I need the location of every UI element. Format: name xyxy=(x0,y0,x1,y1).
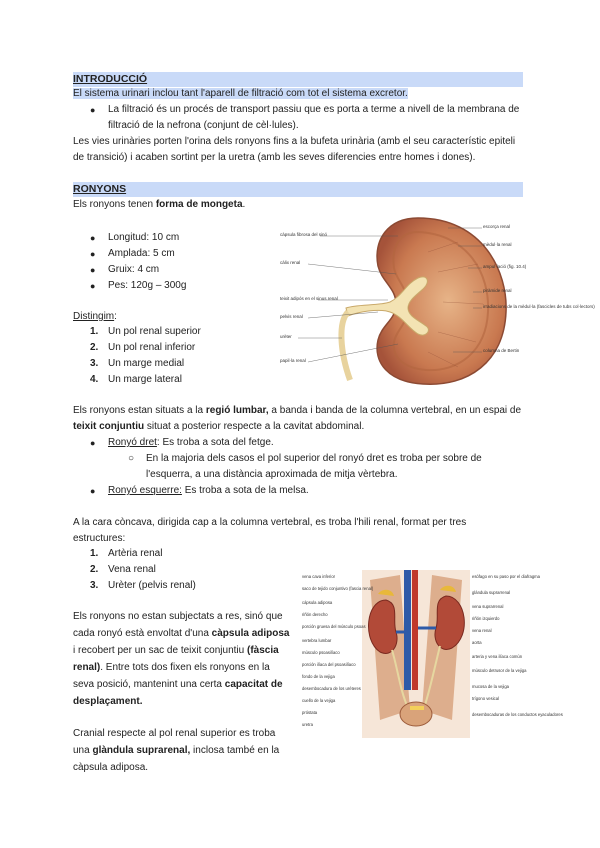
fig1-label: pelvis renal xyxy=(280,314,303,319)
list-number: 3. xyxy=(90,358,99,369)
fig1-label: teixit adipós en el sinus renal xyxy=(280,296,338,301)
section-heading-introduccio: INTRODUCCIÓ xyxy=(73,72,523,87)
fig2-label: vertebra lumbar xyxy=(302,638,332,643)
bullet-dot: ● xyxy=(90,105,96,115)
hili-line1: A la cara còncava, dirigida cap a la columna vertebral, es troba l'hili renal, format per tres xyxy=(73,517,467,528)
fig2-label: mucosa de la vejiga xyxy=(472,684,510,689)
fig2-label: vena cava inferior xyxy=(302,574,336,579)
vies-urinaries-line2: de transició) i acaben sortint per la uretra (amb les seves diferencies entre homes i dones). xyxy=(73,152,476,163)
kidney-section-figure xyxy=(278,212,595,390)
measure-item: Gruix: 4 cm xyxy=(108,264,160,275)
fig2-label: vena renal xyxy=(472,628,492,633)
ronyo-dret-item: Ronyó dret: Es troba a sota del fetge. xyxy=(108,437,274,448)
bullet-dot: ● xyxy=(90,233,96,243)
ronyo-dret-detail-line2: l'esquerra, a una distància aproximada de mitja vèrtebra. xyxy=(146,469,398,480)
intro-line: El sistema urinari inclou tant l'aparell de filtració com tot el sistema excretor. xyxy=(73,88,408,99)
bullet-dot: ● xyxy=(90,265,96,275)
list-number: 2. xyxy=(90,342,99,353)
sub-bullet-circle: ○ xyxy=(128,453,135,464)
shape-sentence: Els ronyons tenen forma de mongeta. xyxy=(73,199,246,210)
measure-item: Longitud: 10 cm xyxy=(108,232,180,243)
fig2-label: porción ilíaca del psoasilíaco xyxy=(302,662,356,667)
fixation-line: seva posició, mantenint una certa capacitat de xyxy=(73,679,283,690)
fig2-label: vena suprarrenal xyxy=(472,604,504,609)
fig2-label: músculo psoasilíaco xyxy=(302,650,340,655)
fig1-label: piràmide renal xyxy=(483,288,512,293)
fig2-label: músculo detrusor de la vejiga xyxy=(472,668,527,673)
fig2-label: riñón derecho xyxy=(302,612,328,617)
fig1-label: urèter xyxy=(280,334,292,339)
fixation-line: i recobert per un sac de teixit conjuntiu (fàscia xyxy=(73,645,279,656)
fig1-label: escorça renal xyxy=(483,224,511,229)
measure-item: Amplada: 5 cm xyxy=(108,248,175,259)
fig2-label: aorta xyxy=(472,640,482,645)
fixation-line: Els ronyons no estan subjectats a res, sinó que xyxy=(73,611,283,622)
fig2-label: próstata xyxy=(302,710,318,715)
cranial-line: una glàndula suprarenal, inclosa també en la xyxy=(73,745,280,756)
fig2-label: porción gruesa del músculo psoas xyxy=(302,624,366,629)
bullet-text-line1: La filtració és un procés de transport passiu que es porta a terme a nivell de la membrana de xyxy=(108,104,520,115)
hili-item: Urèter (pelvis renal) xyxy=(108,580,196,591)
list-number: 4. xyxy=(90,374,99,385)
fixation-line: desplaçament. xyxy=(73,696,143,707)
section-heading-ronyons: RONYONS xyxy=(73,182,523,197)
bullet-dot: ● xyxy=(90,281,96,291)
fig2-label: cápsula adiposa xyxy=(302,600,333,605)
fig2-label: desembocadura de los uréteres xyxy=(302,686,361,691)
bullet-dot: ● xyxy=(90,486,96,496)
fig2-label: uretra xyxy=(302,722,313,727)
hili-item: Artèria renal xyxy=(108,548,163,559)
urinary-system-figure xyxy=(300,570,563,738)
fig1-label: ampul·lació (fig. 10.4) xyxy=(483,264,527,269)
fig1-label: irradiacions de la mèdul·la (fascicles de tubs col·lectors) xyxy=(483,304,595,309)
fig1-label: càlix renal xyxy=(280,260,301,265)
part-item: Un pol renal inferior xyxy=(108,342,196,353)
measure-item: Pes: 120g – 300g xyxy=(108,280,187,291)
fig1-label: papil·la renal xyxy=(280,358,306,363)
fig2-label: fondo de la vejiga xyxy=(302,674,335,679)
fixation-line: renal). Entre tots dos fixen els ronyons en la xyxy=(73,662,270,673)
list-number: 1. xyxy=(90,548,99,559)
bullet-text-line2: filtració de la nefrona (conjunt de cèl·lules). xyxy=(108,120,299,131)
list-number: 1. xyxy=(90,326,99,337)
fixation-line: cada ronyó està envoltat d'una càpsula adiposa xyxy=(73,628,290,639)
bullet-dot: ● xyxy=(90,249,96,259)
fig1-label: columna de Bertin xyxy=(483,348,520,353)
part-item: Un pol renal superior xyxy=(108,326,201,337)
fig2-label: arteria y vena ilíaca común xyxy=(472,654,523,659)
fig2-label: glándula suprarrenal xyxy=(472,590,511,595)
part-item: Un marge lateral xyxy=(108,374,182,385)
cranial-line: càpsula adiposa. xyxy=(73,762,149,773)
list-number: 2. xyxy=(90,564,99,575)
part-item: Un marge medial xyxy=(108,358,185,369)
hili-line2: estructures: xyxy=(73,533,126,544)
fig1-label: càpsula fibrosa del sinó xyxy=(280,232,328,237)
fig2-label: desembocaduras de los conductos eyaculadores xyxy=(472,712,563,717)
fig2-label: trígono vesical xyxy=(472,696,499,701)
fig2-label: cuello de la vejiga xyxy=(302,698,336,703)
vies-urinaries-line1: Les vies urinàries porten l'orina dels ronyons fins a la bufeta urinària (amb el seu característic epiteli xyxy=(73,136,516,147)
fig2-label: riñón izquierdo xyxy=(472,616,500,621)
fig1-label: mèdul·la renal xyxy=(483,242,512,247)
fig2-label: esófago en su paso por el diafragma xyxy=(472,574,540,579)
list-number: 3. xyxy=(90,580,99,591)
ronyo-esquerre-item: Ronyó esquerre: Es troba a sota de la melsa. xyxy=(108,485,309,496)
cranial-line: Cranial respecte al pol renal superior es troba xyxy=(73,728,276,739)
ronyo-dret-detail-line1: En la majoria dels casos el pol superior del ronyó dret es troba per sobre de xyxy=(146,453,482,464)
bullet-dot: ● xyxy=(90,438,96,448)
distingim-label: Distingim: xyxy=(73,311,117,322)
fig2-label: saco de tejido conjuntivo (fascia renal) xyxy=(302,586,374,591)
hili-item: Vena renal xyxy=(108,564,156,575)
location-paragraph: Els ronyons estan situats a la regió lumbar, a banda i banda de la columna vertebral, en un espai de teixit conjuntiu situat a posterior respecte a la cavitat abdominal. xyxy=(73,405,522,432)
